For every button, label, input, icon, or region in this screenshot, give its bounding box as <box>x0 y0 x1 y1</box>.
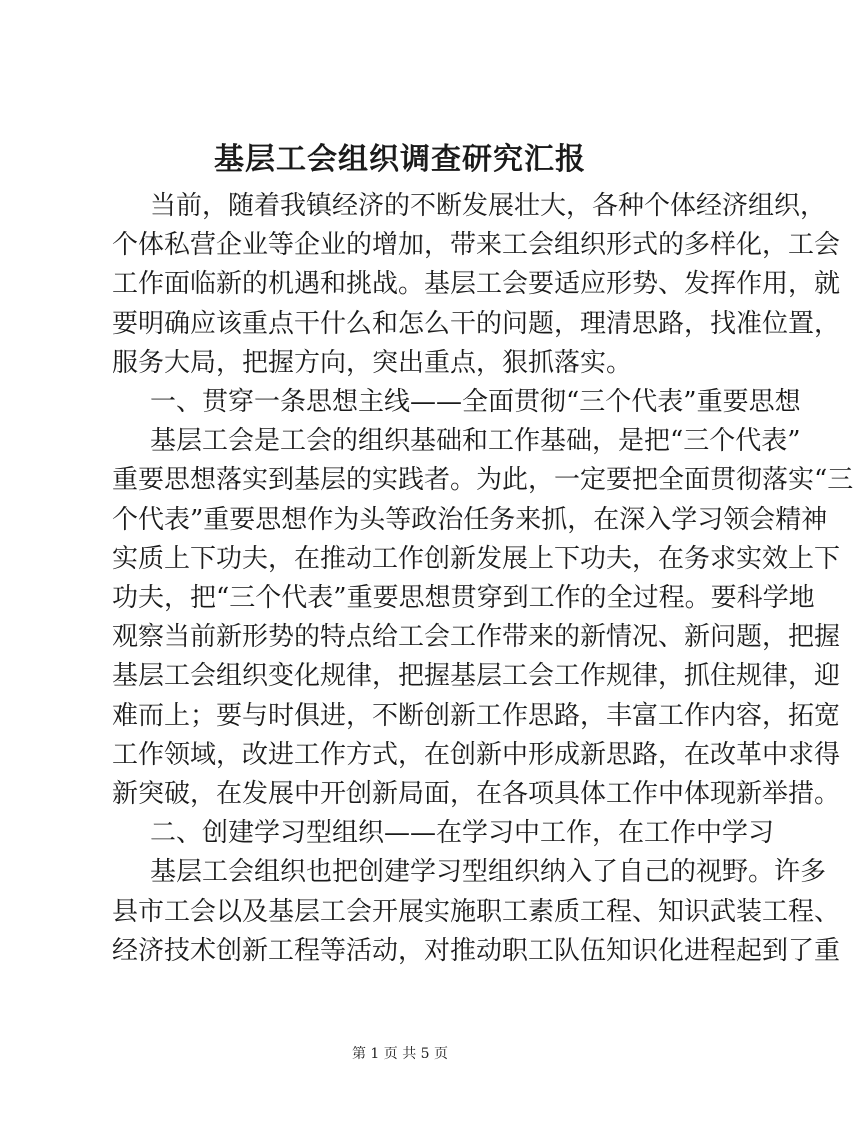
paragraph-line: 工作领域，改进工作方式，在创新中形成新思路，在改革中求得 <box>112 739 841 770</box>
paragraph-line: 基层工会是工会的组织基础和工作基础，是把“三个代表” <box>150 426 801 457</box>
page-footer: 第 1 页 共 5 页 <box>351 1046 449 1062</box>
section-heading: 一、贯穿一条思想主线——全面贯彻“三个代表”重要思想 <box>150 387 801 417</box>
paragraph-line: 当前，随着我镇经济的不断发展壮大，各种个体经济组织， <box>150 191 827 221</box>
paragraph-line: 基层工会组织也把创建学习型组织纳入了自己的视野。许多 <box>150 857 827 888</box>
paragraph-line: 观察当前新形势的特点给工会工作带来的新情况、新问题，把握 <box>112 622 841 653</box>
section-heading: 二、创建学习型组织——在学习中工作，在工作中学习 <box>150 818 775 849</box>
paragraph-line: 个体私营企业等企业的增加，带来工会组织形式的多样化，工会 <box>112 230 841 261</box>
paragraph-line: 个代表”重要思想作为头等政治任务来抓，在深入学习领会精神 <box>112 504 828 535</box>
paragraph-line: 服务大局，把握方向，突出重点，狠抓落实。 <box>112 347 633 378</box>
paragraph-line: 工作面临新的机遇和挑战。基层工会要适应形势、发挥作用，就 <box>112 269 841 300</box>
paragraph-line: 重要思想落实到基层的实践者。为此，一定要把全面贯彻落实“三 <box>112 465 853 496</box>
document-title: 基层工会组织调查研究汇报 <box>214 142 586 177</box>
paragraph-line: 难而上；要与时俱进，不断创新工作思路，丰富工作内容，拓宽 <box>112 700 841 731</box>
paragraph-line: 新突破，在发展中开创新局面，在各项具体工作中体现新举措。 <box>112 779 841 809</box>
paragraph-line: 实质上下功夫，在推动工作创新发展上下功夫，在务求实效上下 <box>112 543 841 574</box>
paragraph-line: 经济技术创新工程等活动，对推动职工队伍知识化进程起到了重 <box>112 935 841 966</box>
paragraph-line: 县市工会以及基层工会开展实施职工素质工程、知识武装工程、 <box>112 896 841 927</box>
paragraph-line: 要明确应该重点干什么和怎么干的问题，理清思路，找准位置， <box>112 308 841 339</box>
paragraph-line: 基层工会组织变化规律，把握基层工会工作规律，抓住规律，迎 <box>112 661 841 692</box>
paragraph-line: 功夫，把“三个代表”重要思想贯穿到工作的全过程。要科学地 <box>112 583 815 613</box>
